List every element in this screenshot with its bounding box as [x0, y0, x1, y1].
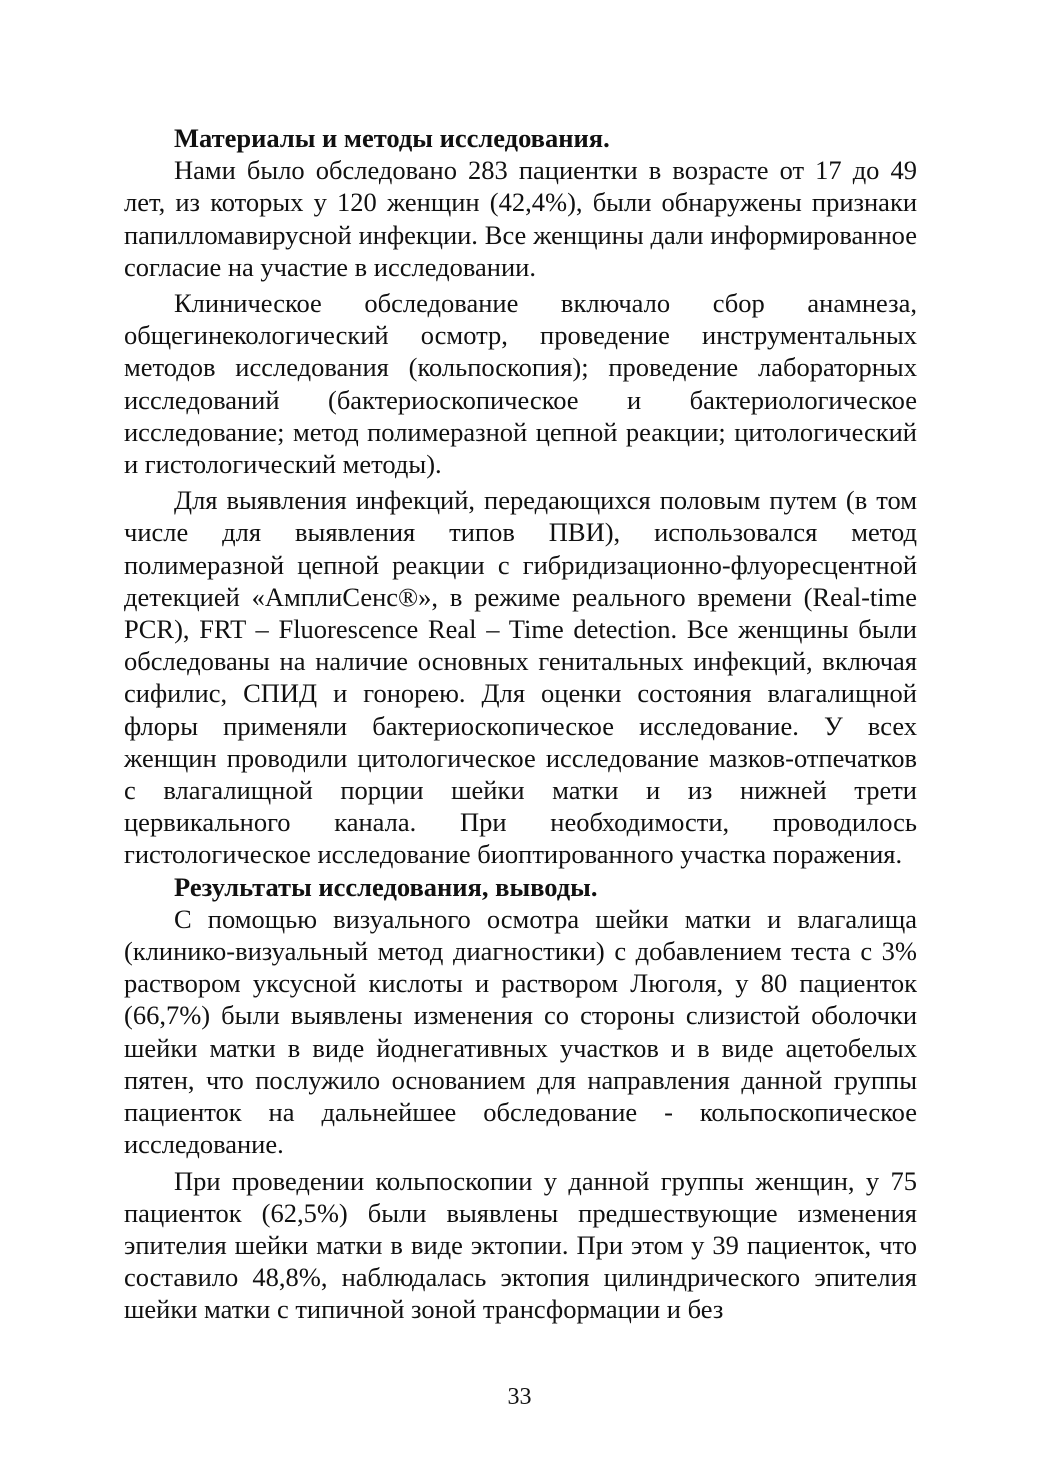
section-heading-materials: Материалы и методы исследования.	[174, 123, 610, 153]
section-heading-results: Результаты исследования, выводы.	[174, 871, 598, 902]
paragraph-patients: Нами было обследовано 283 пациентки в возрасте от 17 до 49 лет, из которых у 120 женщин (42,4%), были обнаружены признаки папилломавирусной инфекции. Все женщины дали информированное согласие на участие в исследовании.	[124, 155, 917, 282]
paragraph-colposcopy: При проведении кольпоскопии у данной группы женщин, у 75 пациенток (62,5%) были выявлены предшествующие изменения эпителия шейки матки в виде эктопии. При этом у 39 пациенток, что составило 48,8%, наблюдалась эктопия цилиндрического эпителия шейки матки с типичной зоной трансформации и без	[124, 1165, 917, 1325]
paragraph-visual-exam: С помощью визуального осмотра шейки матки и влагалища (клинико-визуальный метод диагностики) с добавлением теста с 3% раствором уксусной кислоты и раствором Люголя, у 80 пациенток (66,7%) были выявлены изменения со стороны слизистой оболочки шейки матки в виде йоднегативных участков и в виде ацетобелых пятен, что послужило основанием для направления данной группы пациенток на дальнейшее обследование - кольпоскопическое исследование.	[124, 903, 917, 1160]
paragraph-clinical-exam: Клиническое обследование включало сбор анамнеза, общегинекологический осмотр, проведение инструментальных методов исследования (кольпоскопия); проведение лабораторных исследований (бактериоскопическое и бактериологическое исследование; метод полимеразной цепной реакции; цитологический и гистологический методы).	[124, 288, 917, 480]
page-number: 33	[507, 1384, 532, 1410]
paragraph-pcr-method: Для выявления инфекций, передающихся половым путем (в том числе для выявления типов ПВИ), использовался метод полимеразной цепной реакции с гибридизационно-флуоресцентной детекцией «АмплиСенс®», в режиме реального времени (Real-time PCR), FRT – Fluorescence Real – Time detection. Все женщины были обследованы на наличие основных генитальных инфекций, включая сифилис, СПИД и гонорею. Для оценки состояния влагалищной флоры применяли бактериоскопическое исследование. У всех женщин проводили цитологическое исследование мазков-отпечатков с влагалищной порции шейки матки и из нижней трети цервикального канала. При необходимости, проводилось гистологическое исследование биоптированного участка поражения.	[124, 485, 917, 870]
body-text	[124, 122, 917, 1326]
